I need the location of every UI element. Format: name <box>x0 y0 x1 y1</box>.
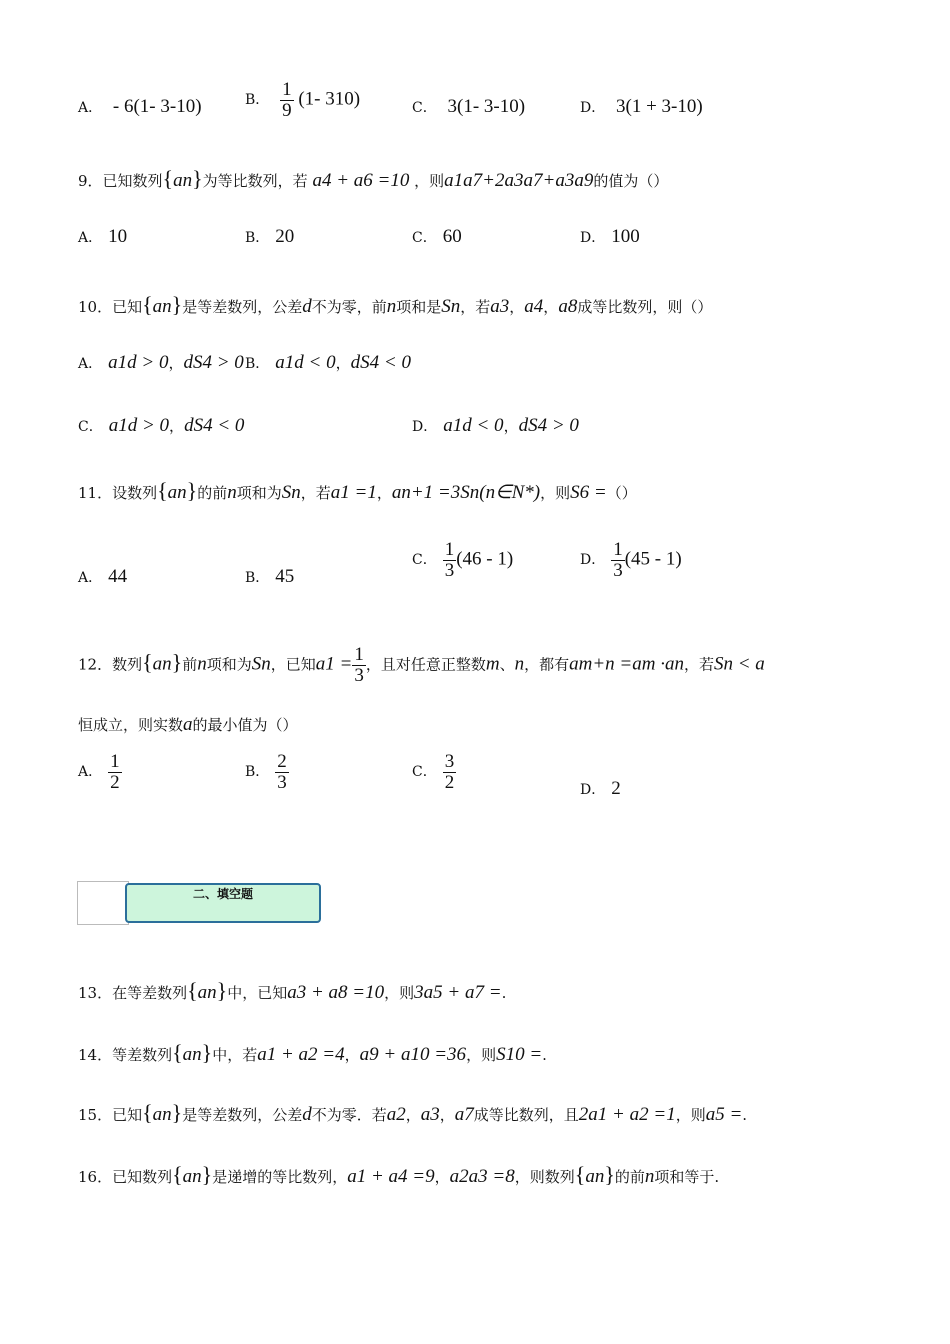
section-header-banner <box>125 883 321 923</box>
q10-option-b: B． a1d < 0，dS4 < 0 <box>245 352 411 373</box>
question-15: 15．已知{an}是等差数列，公差d不为零．若a2，a3，a7成等比数列，且2a1 + a2 =1，则a5 =. <box>78 1100 748 1125</box>
q12-option-d: D． 2 <box>580 778 621 799</box>
q8-option-a <box>78 96 202 118</box>
option-value: 3(1 + 3-10) <box>616 96 703 117</box>
q10-option-d: D． a1d < 0，dS4 > 0 <box>412 415 579 436</box>
q9-option-b: B． 20 <box>245 226 295 247</box>
option-label: D． <box>580 100 606 116</box>
section-title: 二、填空题 <box>192 887 253 901</box>
q9-option-c: C． 60 <box>412 226 462 247</box>
q8-option-d <box>580 96 703 118</box>
q11-option-d: D． $\frac{1}{3}$ (45 - 1) <box>580 539 682 581</box>
section-header-left-box <box>77 881 129 925</box>
q12-option-b: B． $\frac{2}{3}$ <box>245 751 287 793</box>
section-header <box>77 881 322 923</box>
q8-option-b <box>245 80 360 121</box>
q8-option-c <box>412 96 525 118</box>
option-value: 3(1- 3-10) <box>447 96 526 117</box>
option-label: B． <box>245 92 270 109</box>
q10-option-a: A． a1d > 0，dS4 > 0 <box>78 352 244 373</box>
question-13: 13．在等差数列{an}中，已知a3 + a8 =10，则3a5 + a7 =. <box>78 978 507 1003</box>
q9-option-d: D． 100 <box>580 226 640 247</box>
question-16: 16．已知数列{an}是递增的等比数列，a1 + a4 =9，a2a3 =8，则数列{an}的前n项和等于. <box>78 1162 720 1187</box>
option-value: (1- 310) <box>298 88 361 110</box>
fraction: $\frac{1}{9}$ <box>282 79 292 121</box>
q12-option-c: C． $\frac{3}{2}$ <box>412 751 455 793</box>
q11-option-a: A． 44 <box>78 566 128 587</box>
q11-option-b: B． 45 <box>245 566 295 587</box>
option-label: A． <box>78 100 103 116</box>
q12-option-a: A． $\frac{1}{2}$ <box>78 751 120 793</box>
question-14: 14．等差数列{an}中，若a1 + a2 =4，a9 + a10 =36，则S10 =. <box>78 1040 547 1065</box>
option-label: C． <box>412 100 437 116</box>
question-12-line-2: 恒成立，则实数a的最小值为（） <box>78 714 298 735</box>
question-10: 10．已知{an}是等差数列，公差d不为零，前n项和是Sn，若a3，a4，a8成等比数列，则（） <box>78 292 713 317</box>
question-11: 11．设数列{an}的前n项和为Sn，若a1 =1，an+1 =3Sn(n∈N*)，则S6 =（） <box>78 478 637 503</box>
q9-option-a: A． 10 <box>78 226 128 247</box>
question-12: 12．数列{an}前n项和为Sn，已知a1 = $\frac{1}{3}$ ，且对任意正整数m、n，都有am+n =am ·an，若Sn < a <box>78 644 765 686</box>
option-value: - 6(1- 3-10) <box>112 96 202 117</box>
seq-brace: { <box>162 166 174 191</box>
question-9: 9．已知数列{an}为等比数列，若 a4 + a6 =10 ，则a1a7+2a3a7+a3a9的值为（） <box>78 166 669 191</box>
q11-option-c: C． $\frac{1}{3}$ (46 - 1) <box>412 539 514 581</box>
q10-option-c: C． a1d > 0，dS4 < 0 <box>78 415 245 436</box>
